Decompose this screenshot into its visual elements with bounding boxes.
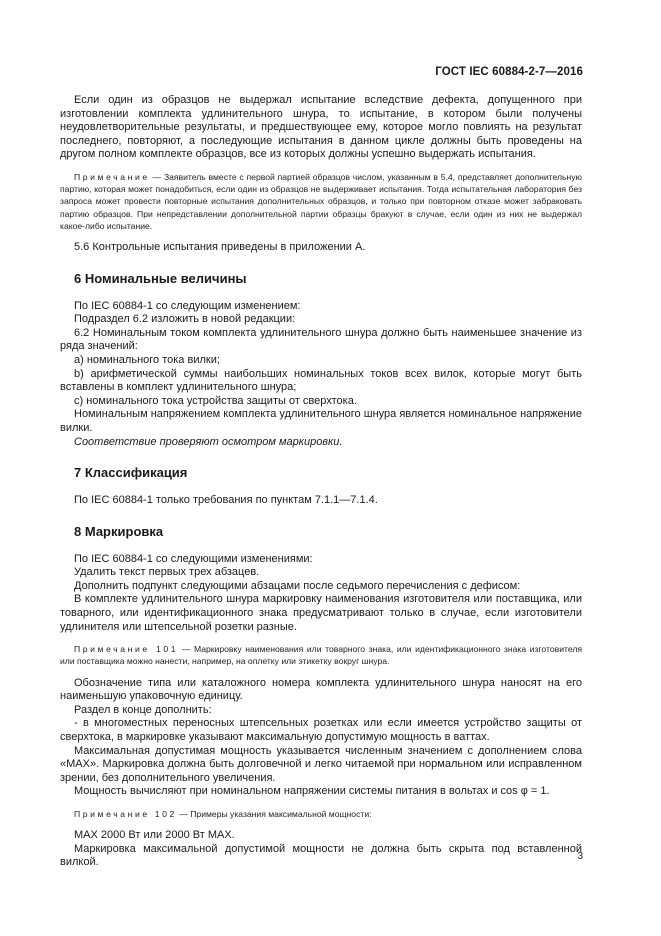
note-102-text: — Примеры указания максимальной мощности: (176, 809, 372, 820)
note-text: — Заявитель вместе с первой партией образцов числом, указанным в 5.4, представляет дополнительную партию, которая может понадобиться, если один из образцов не выдерживает испытания. Тогда испытательная лаборатория без запроса может провести повторные испытания дополнительных образцов, и только при повторном отказе может забраковать партию образцов. При непредставлении дополнительной партии образцы бракуют в случае, если один из них не выдержал какое-либо испытание. (60, 171, 582, 231)
s8-line-1: По IEC 60884-1 со следующими изменениями: (74, 552, 313, 565)
s6-line-5: b) арифметической суммы наибольших номинальных токов всех вилок, которые могут быть вставлены в комплект удлинительного шнура; (60, 367, 582, 394)
note-102 (60, 808, 582, 820)
s8-line-3: Дополнить подпункт следующими абзацами после седьмого перечисления с дефисом: (74, 579, 521, 592)
note-102-label: Примечание 102 (74, 809, 177, 820)
section-8-heading: 8 Маркировка (74, 523, 164, 539)
s6-line-7: Номинальным напряжением комплекта удлинительного шнура является номинальное напряжение вилки. (60, 408, 582, 434)
clause-5-6: 5.6 Контрольные испытания приведены в приложении А. (74, 240, 366, 253)
note-label: Примечание (74, 171, 150, 182)
note-101-label: Примечание 101 (74, 644, 179, 655)
s8-line-8: Максимальная допустимая мощность указывается численным значением с дополнением слова «MAX». Маркировка должна быть долговечной и легко читаемой при нормальном или исправленном зрении, без дополнительного увеличения. (60, 744, 582, 784)
note-101-text: — Маркировку наименования или товарного знака, или идентификационного знака изготовителя или поставщика можно нанести, например, на оплетку или этикетку вокруг шнура. (60, 644, 583, 667)
s6-line-2: Подраздел 6.2 изложить в новой редакции: (74, 313, 296, 326)
s8-line-7: - в многоместных переносных штепсельных розетках или если имеется устройство защиты от сверхтока, в маркировке указывают максимальную допустимую мощность в ваттах. (60, 717, 582, 744)
s6-line-1: По IEC 60884-1 со следующим изменением: (74, 299, 301, 312)
s8-line-11: Маркировка максимальной допустимой мощности не должна быть скрыта под вставленной вилкой. (60, 842, 582, 869)
page-number: 3 (577, 851, 583, 862)
note-samples (60, 171, 582, 232)
s6-compliance: Соответствие проверяют осмотром маркировки. (74, 435, 343, 448)
note-101 (60, 643, 582, 667)
document-code: ГОСТ IEC 60884-2-7—2016 (435, 66, 583, 78)
s8-line-2: Удалить текст первых трех абзацев. (74, 566, 260, 579)
section-7-heading: 7 Классификация (74, 465, 188, 481)
page-content (60, 94, 582, 870)
s8-line-10: MAX 2000 Вт или 2000 Вт MAX. (74, 829, 235, 842)
s8-line-4: В комплекте удлинительного шнура маркировку наименования изготовителя или поставщика, или товарного, или идентификационного знака предусматривают только в случае, если изготовители удлинителя или штепсельной розетки разные. (60, 593, 582, 633)
s8-line-5: Обозначение типа или каталожного номера комплекта удлинительного шнура наносят на его наименьшую упаковочную единицу. (60, 676, 582, 703)
s6-line-3: 6.2 Номинальным током комплекта удлинительного шнура должно быть наименьшее значение из ряда значений: (60, 326, 582, 353)
s7-text: По IEC 60884-1 только требования по пунктам 7.1.1—7.1.4. (74, 494, 378, 507)
s6-line-6: с) номинального тока устройства защиты от сверхтока. (74, 394, 357, 407)
s8-line-6: Раздел в конце дополнить: (74, 703, 212, 716)
s6-line-4: а) номинального тока вилки; (74, 353, 220, 366)
section-6-heading: 6 Номинальные величины (74, 270, 247, 286)
paragraph-retest: Если один из образцов не выдержал испытание вследствие дефекта, допущенного при изготовлении комплекта удлинительного шнура, то испытание, в котором были получены неудовлетворительные результаты, и предшествующее ему, которое могло повлиять на результат последнего, повторяют, а последующие испытания в данном цикле должны быть проведены на другом полном комплекте образцов, все из которых должны успешно выдержать испытания. (60, 94, 582, 161)
s8-line-9: Мощность вычисляют при номинальном напряжении системы питания в вольтах и cos φ = 1. (74, 785, 550, 798)
